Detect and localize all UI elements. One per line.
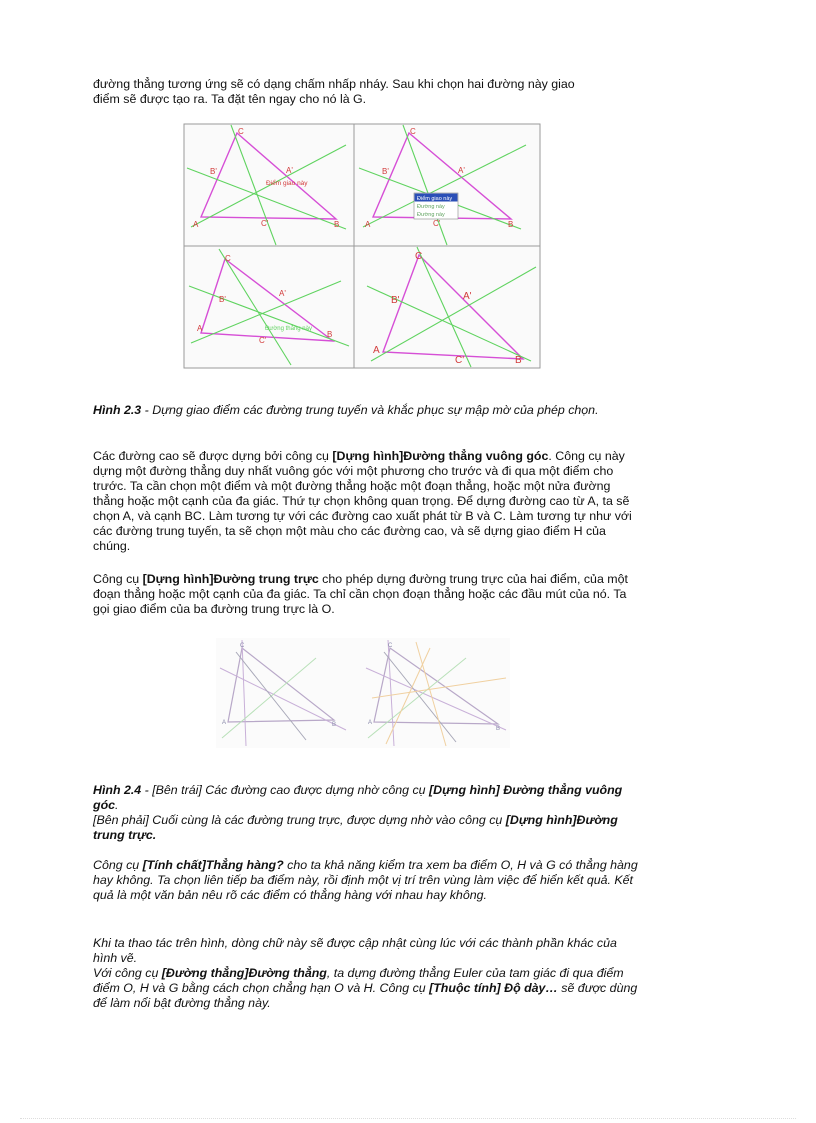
point-label-b-prime: B' (382, 167, 389, 176)
text-run: Công cụ (93, 858, 143, 872)
point-label-a-prime: A' (458, 166, 465, 175)
tool-name: [Thuộc tính] Độ dày… (429, 981, 558, 995)
point-label-c-prime: C' (259, 336, 267, 345)
tooltip-intersection: Điểm giao này (266, 180, 308, 187)
tooltip-line: Đường thẳng này (265, 326, 312, 332)
ambiguity-popup-menu[interactable] (414, 193, 458, 219)
point-label-a: A (368, 720, 373, 726)
point-label-b: B (508, 220, 514, 229)
point-label-b-prime: B' (210, 167, 217, 176)
tool-name: [Dựng hình] Đường thẳng vuông góc (93, 783, 623, 812)
tool-name: [Dựng hình]Đường trung trực (142, 572, 319, 586)
text-run: Các đường cao sẽ được dựng bởi công cụ (93, 449, 333, 463)
page-bottom-border (20, 1118, 796, 1119)
point-label-b: B (334, 220, 340, 229)
text-run: sẽ được dùng để làm nổi bật đường thẳng này. (93, 981, 638, 1010)
text-run: [Bên phải] Cuối cùng là các đường trung trực, được dựng nhờ vào công cụ (93, 813, 506, 827)
paragraph-intro-line1: đường thẳng tương ứng sẽ có dạng chấm nhấp nháy. Sau khi chọn hai đường này giao (93, 77, 575, 91)
menu-item-2[interactable]: Đường này (417, 204, 445, 210)
point-label-c-prime: C' (261, 219, 269, 228)
paragraph-altitudes (93, 449, 638, 554)
paragraph-intro (93, 77, 638, 107)
point-label-b-prime: B' (219, 295, 226, 304)
tool-name: [Dựng hình]Đường trung trực. (93, 813, 618, 842)
point-label-c: C (238, 127, 244, 136)
paragraph-euler-line (93, 936, 638, 1011)
point-label-a-prime: A' (463, 291, 472, 302)
point-label-a-prime: A' (286, 166, 293, 175)
point-label-a: A (373, 345, 380, 356)
point-label-c: C (240, 643, 245, 649)
point-label-c-prime: C' (455, 355, 465, 366)
text-run: cho ta khả năng kiểm tra xem ba điểm O, H và G có thẳng hàng hay không. Ta chọn liên tiếp ba điểm này, rồi định một vị trí trên vùng làm việc để hiển kết quả. Kết quả là một văn bản nêu rõ các điểm có thẳng hàng với nhau hay không. (93, 858, 638, 902)
paragraph-collinear (93, 858, 638, 903)
point-label-a: A (197, 324, 203, 333)
figure-2-3 (181, 121, 545, 371)
text-run: , ta dựng đường thẳng Euler của tam giác đi qua điểm điểm O, H và G bằng cách chọn chẳng hạn O và H. Công cụ (93, 966, 624, 995)
point-label-c: C (225, 254, 231, 263)
text-run: Với công cụ (93, 966, 162, 980)
figure-2-4 (216, 638, 510, 748)
tool-name: [Đường thẳng]Đường thẳng (161, 966, 327, 980)
text-run: Khi ta thao tác trên hình, dòng chữ này sẽ được cập nhật cùng lúc với các thành phần khác của hình vẽ. (93, 936, 617, 965)
point-label-a-prime: A' (279, 289, 286, 298)
point-label-c: C (415, 251, 423, 262)
caption-text: - Dựng giao điểm các đường trung tuyến và khắc phục sự mập mờ của phép chọn. (141, 403, 599, 417)
point-label-c: C (388, 643, 393, 649)
point-label-b: B (332, 722, 337, 728)
paragraph-perpendicular-bisector (93, 572, 638, 617)
point-label-b: B (515, 355, 522, 366)
menu-item-1[interactable]: Điểm giao này (417, 196, 453, 202)
figure-2-4-background (216, 638, 510, 748)
caption-label: Hình 2.3 (93, 403, 142, 417)
text-run: cho phép dựng đường trung trực của hai điểm, của một đoạn thẳng hoặc một cạnh của đa giác. Ta chỉ cần chọn đoạn thẳng hoặc các đầu mút của nó. Ta gọi giao điểm của ba đường trung trực là O. (93, 572, 628, 616)
caption-label: Hình 2.4 (93, 783, 142, 797)
text-run: - [Bên trái] Các đường cao được dựng nhờ công cụ (141, 783, 429, 797)
text-run: Công cụ (93, 572, 143, 586)
point-label-a: A (193, 220, 199, 229)
tool-name: [Dựng hình]Đường thẳng vuông góc (332, 449, 549, 463)
tool-name: [Tính chất]Thẳng hàng? (142, 858, 284, 872)
point-label-c: C (410, 127, 416, 136)
point-label-a: A (222, 720, 227, 726)
point-label-b-prime: B' (391, 295, 400, 306)
paragraph-intro-line2: điểm sẽ được tạo ra. Ta đặt tên ngay cho nó là G. (93, 92, 367, 106)
text-run: . Công cụ này dựng một đường thẳng duy nhất vuông góc với một phương cho trước và đi qua một điểm cho trước. Ta cần chọn một điểm và một đường thẳng hoặc một đoạn thẳng, hoặc một nửa đường thẳng hoặc một cạnh của đa giác. Thứ tự chọn không quan trọng. Để dựng đường cao từ A, ta sẽ chọn A, và cạnh BC. Làm tương tự với các đường cao xuất phát từ B và C. Làm tương tự như với các đường trung tuyến, ta sẽ chọn một màu cho các đường cao, và sẽ dựng giao điểm H của chúng. (93, 449, 632, 553)
point-label-b: B (496, 726, 501, 732)
caption-figure-2-4 (93, 783, 638, 843)
point-label-b: B (327, 330, 333, 339)
text-run: . (115, 798, 119, 812)
point-label-a: A (365, 220, 371, 229)
menu-item-3[interactable]: Đường này (417, 212, 445, 218)
point-label-c-prime: C' (433, 219, 441, 228)
caption-figure-2-3 (93, 403, 638, 418)
